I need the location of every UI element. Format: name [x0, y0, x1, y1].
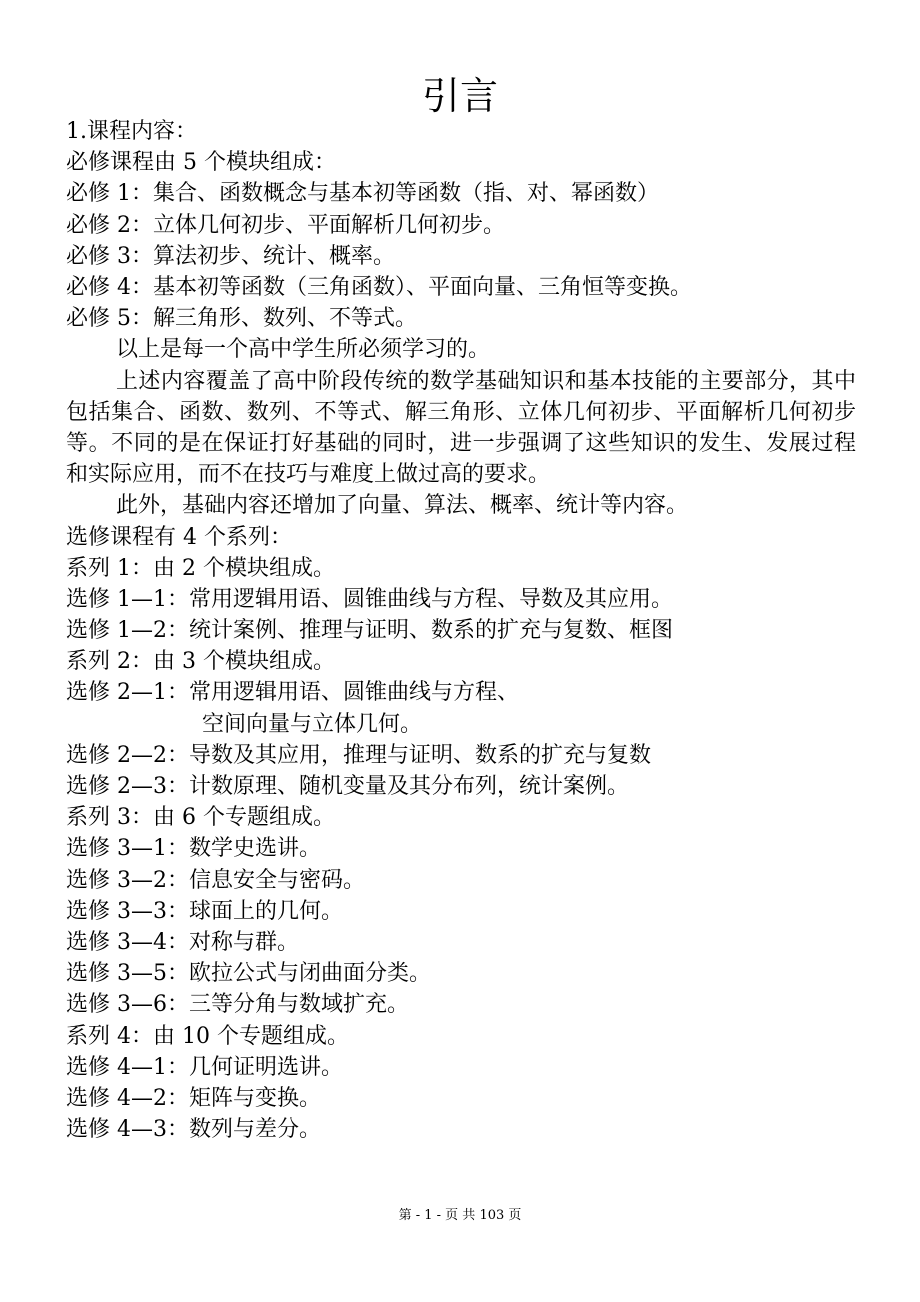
text-line: 必修课程由 5 个模块组成： — [66, 150, 336, 176]
text-line: 必修 1：集合、函数概念与基本初等函数（指、对、幂函数） — [66, 181, 659, 207]
text-line: 选修 4—2：矩阵与变换。 — [66, 1085, 321, 1111]
text-line: 选修 3—3：球面上的几何。 — [66, 898, 343, 924]
text-line: 必修 2：立体几何初步、平面解析几何初步。 — [66, 212, 505, 238]
text-line: 选修 3—6：三等分角与数域扩充。 — [66, 992, 409, 1018]
text-line: 以上是每一个高中学生所必须学习的。 — [116, 337, 491, 363]
text-line: 系列 3：由 6 个专题组成。 — [66, 805, 335, 831]
text-line: 选修 1—2：统计案例、推理与证明、数系的扩充与复数、框图 — [66, 618, 673, 644]
text-line: 必修 5：解三角形、数列、不等式。 — [66, 306, 417, 332]
page-title: 引言 — [421, 74, 498, 118]
text-line: 选修 3—5：欧拉公式与闭曲面分类。 — [66, 961, 431, 987]
text-line: 选修 2—2：导数及其应用，推理与证明、数系的扩充与复数 — [66, 742, 651, 768]
text-line: 选修 3—2：信息安全与密码。 — [66, 867, 365, 893]
text-line: 选修 3—1：数学史选讲。 — [66, 836, 321, 862]
text-line: 系列 1：由 2 个模块组成。 — [66, 555, 335, 581]
paragraph: 此外，基础内容还增加了向量、算法、概率、统计等内容。 — [116, 493, 689, 519]
text-line: 必修 4：基本初等函数（三角函数）、平面向量、三角恒等变换。 — [66, 274, 692, 300]
document-body — [66, 116, 866, 1145]
text-line: 空间向量与立体几何。 — [202, 711, 423, 737]
text-line: 系列 2：由 3 个模块组成。 — [66, 649, 335, 675]
text-line: 选修 3—4：对称与群。 — [66, 929, 299, 955]
text-line: 选修 2—1：常用逻辑用语、圆锥曲线与方程、 — [66, 680, 519, 706]
paragraph: 上述内容覆盖了高中阶段传统的数学基础知识和基本技能的主要部分，其中包括集合、函数、数列、不等式、解三角形、立体几何初步、平面解析几何初步等。不同的是在保证打好基础的同时，进一步强调了这些知识的发生、发展过程和实际应用，而不在技巧与难度上做过高的要求。 — [66, 368, 856, 488]
text-line: 系列 4：由 10 个专题组成。 — [66, 1023, 349, 1049]
text-line: 1.课程内容： — [66, 119, 197, 144]
text-line: 选修课程有 4 个系列： — [66, 524, 292, 550]
text-line: 选修 2—3：计数原理、随机变量及其分布列，统计案例。 — [66, 774, 629, 800]
text-line: 必修 3：算法初步、统计、概率。 — [66, 243, 395, 269]
page-footer: 第 - 1 - 页 共 103 页 — [398, 1208, 522, 1223]
text-line: 选修 4—1：几何证明选讲。 — [66, 1054, 343, 1080]
text-line: 选修 1—1：常用逻辑用语、圆锥曲线与方程、导数及其应用。 — [66, 586, 673, 612]
text-line: 选修 4—3：数列与差分。 — [66, 1117, 321, 1143]
